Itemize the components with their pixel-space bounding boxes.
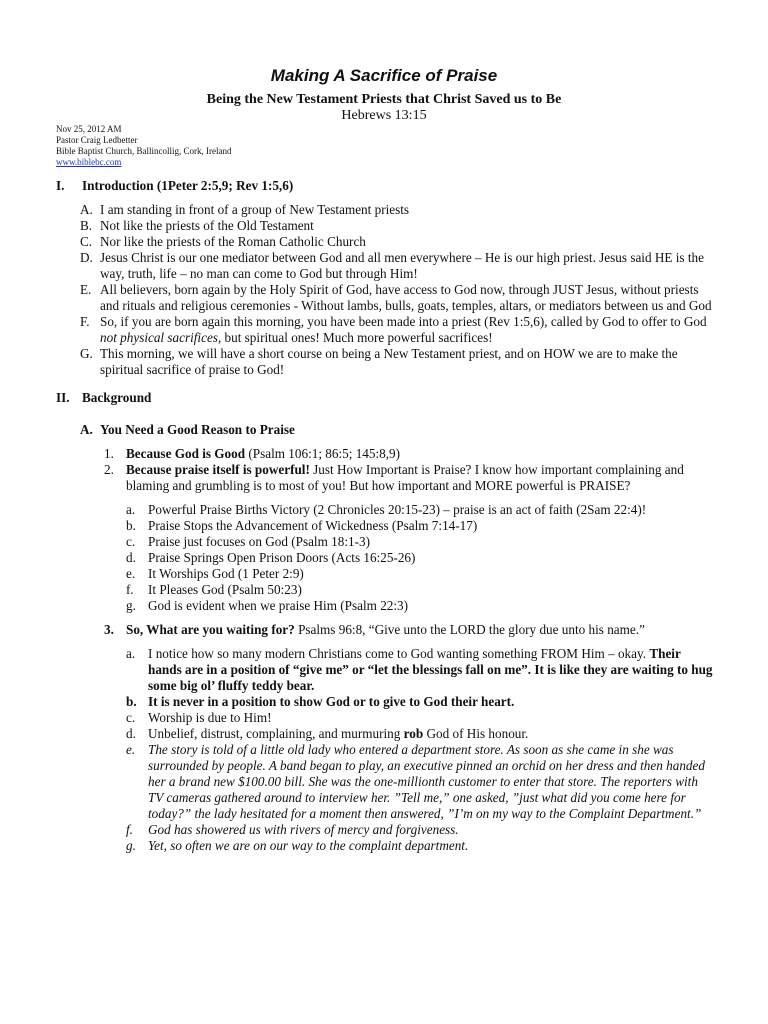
list-item: 1. Because God is Good (Psalm 106:1; 86:5; 145:8,9) bbox=[104, 446, 401, 461]
list-item: c. Worship is due to Him! bbox=[126, 710, 272, 725]
list-item: 3. So, What are you waiting for? Psalms 96:8, “Give unto the LORD the glory due unto his name.” bbox=[104, 622, 645, 637]
list-item: f. God has showered us with rivers of mercy and forgiveness. bbox=[126, 822, 459, 837]
church-name: Bible Baptist Church, Ballincollig, Cork, Ireland bbox=[56, 146, 232, 156]
section-heading-introduction: I. Introduction (1Peter 2:5,9; Rev 1:5,6) bbox=[56, 178, 294, 193]
list-item: e. It Worships God (1 Peter 2:9) bbox=[126, 566, 304, 581]
list-item: d. Unbelief, distrust, complaining, and murmuring rob God of His honour. bbox=[126, 726, 529, 741]
section-heading-background: II. Background bbox=[56, 390, 152, 405]
list-item: d. Praise Springs Open Prison Doors (Acts 16:25-26) bbox=[126, 550, 416, 565]
list-item: F. So, if you are born again this morning, you have been made into a priest (Rev 1:5,6), called by God to offer to God not physical sacrifices, but spiritual ones! Much more powerful sacrifices! bbox=[80, 314, 707, 345]
subsection-heading: A. You Need a Good Reason to Praise bbox=[80, 422, 295, 437]
document-title: Making A Sacrifice of Praise bbox=[270, 66, 498, 85]
list-item: b. Praise Stops the Advancement of Wickedness (Psalm 7:14-17) bbox=[126, 518, 478, 533]
sermon-author: Pastor Craig Ledbetter bbox=[56, 135, 138, 145]
list-item: B. Not like the priests of the Old Testament bbox=[80, 218, 314, 233]
list-item: C. Nor like the priests of the Roman Catholic Church bbox=[80, 234, 366, 249]
list-item: f. It Pleases God (Psalm 50:23) bbox=[126, 582, 302, 597]
sermon-date: Nov 25, 2012 AM bbox=[56, 124, 122, 134]
list-item: A. I am standing in front of a group of New Testament priests bbox=[80, 202, 410, 217]
list-item: g. God is evident when we praise Him (Psalm 22:3) bbox=[126, 598, 409, 613]
scripture-reference: Hebrews 13:15 bbox=[341, 108, 427, 123]
list-item: a. I notice how so many modern Christians come to God wanting something FROM Him – okay. Their hands are in a position of “give me” or “let the blessings fall on me”. It is like they are waiting to hug some big ol’ fluffy teddy bear. bbox=[126, 646, 713, 693]
list-item: c. Praise just focuses on God (Psalm 18:1-3) bbox=[126, 534, 370, 549]
sermon-meta bbox=[56, 124, 231, 168]
list-item: 2. Because praise itself is powerful! Just How Important is Praise? I know how important complaining and blaming and grumbling is to most of you! But how important and MORE powerful is PRAISE? bbox=[104, 462, 684, 493]
list-item: b. It is never in a position to show God or to give to God their heart. bbox=[126, 694, 515, 709]
list-item: e. The story is told of a little old lady who entered a department store. As soon as she came in she was surrounded by people. A band began to play, an executive pinned an orchid on her dress and then handed her a brand new $100.00 bill. She was the one-millionth customer to enter that store. The reporters with TV cameras gathered around to interview her. ”Tell me,” one asked, ”just what did you come here for today?” the lady hesitated for a moment then answered, ”I’m on my way to the Complaint Department.” bbox=[126, 742, 705, 821]
list-item: g. Yet, so often we are on our way to the complaint department. bbox=[126, 838, 469, 853]
list-item: a. Powerful Praise Births Victory (2 Chronicles 20:15-23) – praise is an act of faith (2Sam 22:4)! bbox=[126, 502, 647, 517]
document-subtitle: Being the New Testament Priests that Christ Saved us to Be bbox=[206, 92, 562, 107]
list-item: G. This morning, we will have a short course on being a New Testament priest, and on HOW we are to make the spiritual sacrifice of praise to God! bbox=[80, 346, 678, 377]
list-item: E. All believers, born again by the Holy Spirit of God, have access to God now, through JUST Jesus, without priests and rituals and religious ceremonies - Without lambs, bulls, goats, temples, altars, or mediators between us and God bbox=[80, 282, 712, 313]
sermon-outline bbox=[56, 178, 716, 854]
list-item: D. Jesus Christ is our one mediator between God and all men everywhere – He is our high priest. Jesus said HE is the way, truth, life – no man can come to God but through Him! bbox=[80, 250, 704, 281]
church-website-link[interactable]: www.biblebc.com bbox=[56, 157, 122, 167]
